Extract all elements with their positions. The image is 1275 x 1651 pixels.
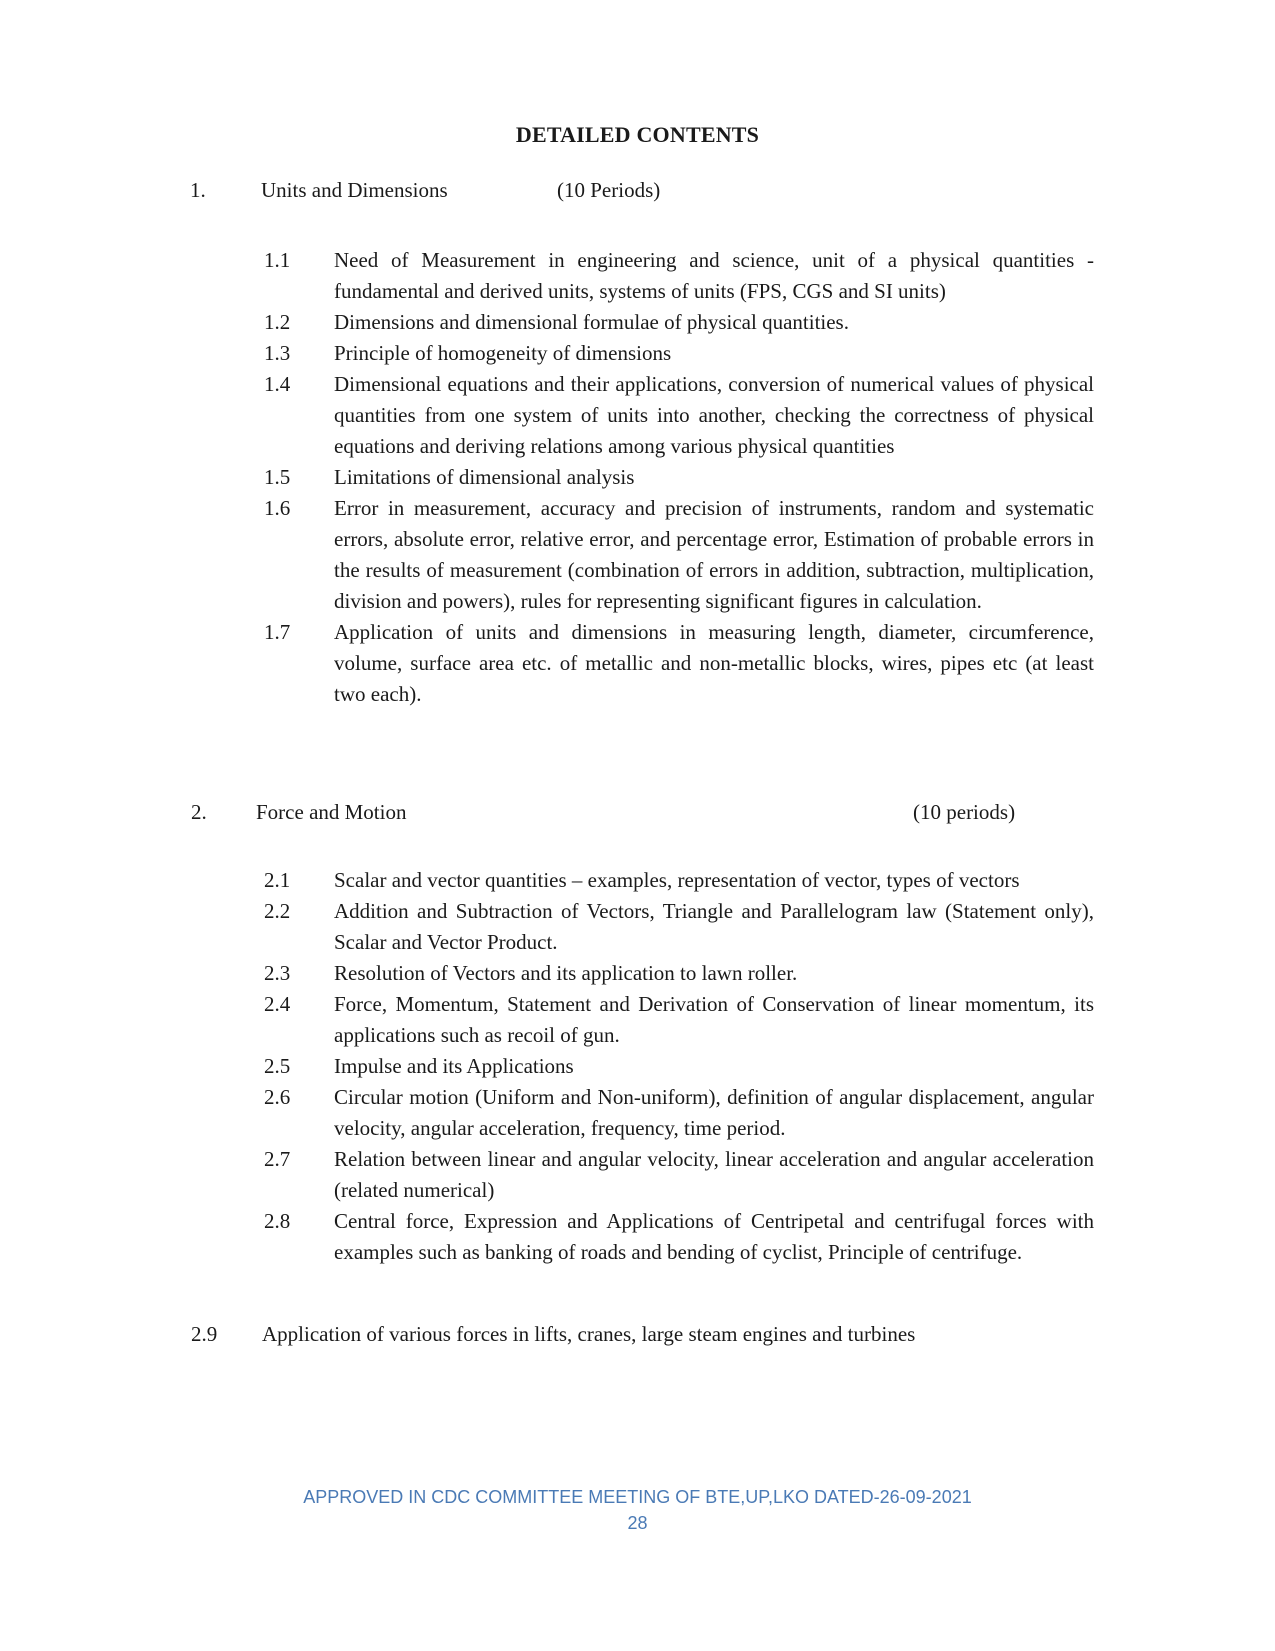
unit-2-periods: (10 periods) <box>913 800 1016 824</box>
list-item <box>264 1206 1094 1268</box>
subtopic-number: 2.7 <box>264 1147 291 1171</box>
subtopic-text: Addition and Subtraction of Vectors, Triangle and Parallelogram law (Statement only), Scalar and Vector Product. <box>334 899 1094 954</box>
unit-2-number: 2. <box>191 800 207 824</box>
subtopic-number: 1.5 <box>264 465 291 489</box>
subtopic-text: Principle of homogeneity of dimensions <box>334 341 672 365</box>
unit-2-subtopics <box>264 865 1094 1268</box>
subtopic-text: Circular motion (Uniform and Non-uniform), definition of angular displacement, angular velocity, angular acceleration, frequency, time period. <box>334 1085 1094 1140</box>
list-item <box>264 865 1094 896</box>
subtopic-number: 1.3 <box>264 341 291 365</box>
page-title: DETAILED CONTENTS <box>515 122 760 147</box>
subtopic-number: 1.4 <box>264 372 291 396</box>
approval-footer: APPROVED IN CDC COMMITTEE MEETING OF BTE,UP,LKO DATED-26-09-2021 <box>303 1487 972 1507</box>
subtopic-text: Need of Measurement in engineering and science, unit of a physical quantities - fundamental and derived units, systems of units (FPS, CGS and SI units) <box>334 248 1094 303</box>
subtopic-number: 2.5 <box>264 1054 291 1078</box>
subtopic-number: 2.4 <box>264 992 291 1016</box>
subtopic-text: Application of various forces in lifts, cranes, large steam engines and turbines <box>262 1322 916 1346</box>
subtopic-text: Force, Momentum, Statement and Derivation of Conservation of linear momentum, its applications such as recoil of gun. <box>334 992 1094 1047</box>
list-item <box>264 462 1094 493</box>
list-item <box>264 1051 1094 1082</box>
unit-2-title: Force and Motion <box>256 800 407 824</box>
subtopic-text: Application of units and dimensions in measuring length, diameter, circumference, volume, surface area etc. of metallic and non-metallic blocks, wires, pipes etc (at least two each). <box>334 620 1094 706</box>
unit-1-title: Units and Dimensions <box>261 178 448 202</box>
subtopic-text: Relation between linear and angular velocity, linear acceleration and angular acceleration (related numerical) <box>334 1147 1094 1202</box>
page-number: 28 <box>627 1513 648 1533</box>
subtopic-number: 2.3 <box>264 961 291 985</box>
subtopic-text: Dimensions and dimensional formulae of physical quantities. <box>334 310 849 334</box>
subtopic-number: 1.1 <box>264 248 291 272</box>
list-item <box>264 1082 1094 1144</box>
subtopic-number: 2.8 <box>264 1209 291 1233</box>
subtopic-text: Central force, Expression and Applications of Centripetal and centrifugal forces with examples such as banking of roads and bending of cyclist, Principle of centrifuge. <box>334 1209 1094 1264</box>
subtopic-text: Impulse and its Applications <box>334 1054 574 1078</box>
list-item <box>264 1144 1094 1206</box>
subtopic-number: 1.2 <box>264 310 291 334</box>
subtopic-number: 2.6 <box>264 1085 291 1109</box>
subtopic-number: 1.6 <box>264 496 291 520</box>
subtopic-number: 2.2 <box>264 899 291 923</box>
unit-1-periods: (10 Periods) <box>557 178 661 202</box>
subtopic-text: Scalar and vector quantities – examples, representation of vector, types of vectors <box>334 868 1020 892</box>
list-item <box>264 369 1094 462</box>
list-item <box>264 617 1094 710</box>
list-item <box>264 989 1094 1051</box>
subtopic-text: Error in measurement, accuracy and precision of instruments, random and systematic errors, absolute error, relative error, and percentage error, Estimation of probable errors in the results of measurement (combination of errors in addition, subtraction, multiplication, division and powers), rules for representing significant figures in calculation. <box>334 496 1094 613</box>
unit-1-subtopics <box>264 245 1094 710</box>
subtopic-text: Limitations of dimensional analysis <box>334 465 635 489</box>
list-item <box>264 338 1094 369</box>
subtopic-number: 1.7 <box>264 620 291 644</box>
subtopic-number: 2.9 <box>191 1322 218 1346</box>
list-item <box>264 958 1094 989</box>
list-item <box>264 245 1094 307</box>
list-item <box>264 493 1094 617</box>
list-item <box>264 896 1094 958</box>
list-item <box>264 307 1094 338</box>
subtopic-number: 2.1 <box>264 868 291 892</box>
unit-1-number: 1. <box>190 178 206 202</box>
subtopic-text: Dimensional equations and their applications, conversion of numerical values of physical quantities from one system of units into another, checking the correctness of physical equations and deriving relations among various physical quantities <box>334 372 1094 458</box>
subtopic-text: Resolution of Vectors and its application to lawn roller. <box>334 961 798 985</box>
